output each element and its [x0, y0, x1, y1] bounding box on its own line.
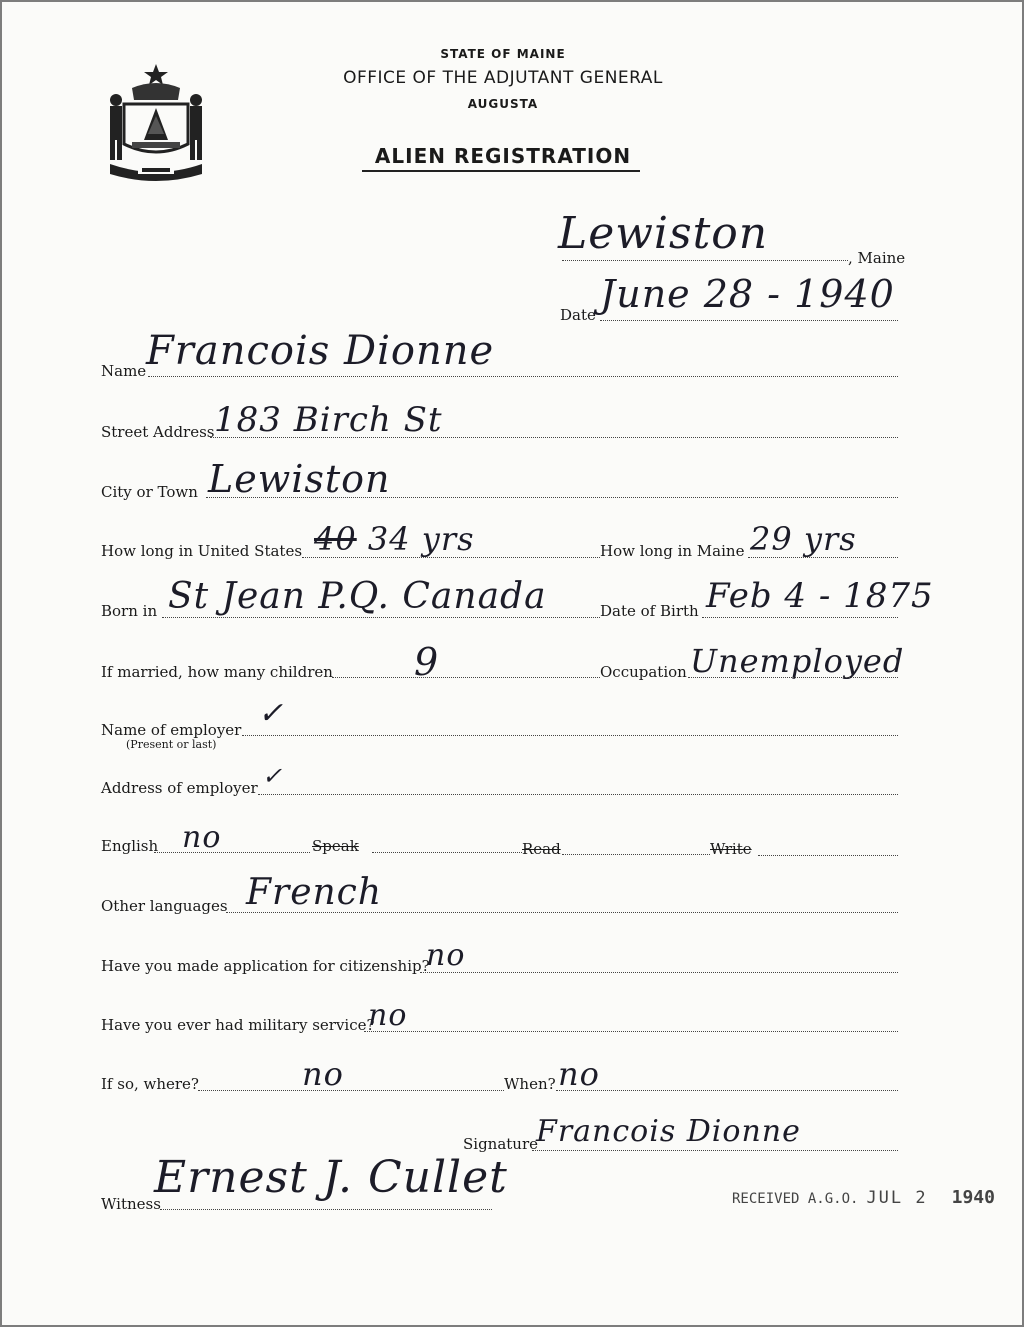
military-label: Have you ever had military service?: [101, 1016, 375, 1034]
city-value: Lewiston: [208, 457, 391, 501]
children-line: [332, 677, 600, 678]
street-address-line: [210, 437, 898, 438]
years-maine-label: How long in Maine: [600, 542, 745, 560]
speak-label: Speak: [312, 837, 359, 855]
occupation-label: Occupation: [600, 663, 687, 681]
employer-address-label: Address of employer: [101, 779, 258, 797]
dob-label: Date of Birth: [600, 602, 699, 620]
years-us-text: 34 yrs: [367, 520, 475, 558]
when-line: [556, 1090, 898, 1091]
signature-label: Signature: [463, 1135, 539, 1153]
office-heading: OFFICE OF THE ADJUTANT GENERAL: [343, 68, 663, 88]
witness-line: [160, 1209, 492, 1210]
citizenship-label: Have you made application for citizenship?: [101, 957, 430, 975]
where-value: no: [302, 1055, 344, 1093]
dob-line: [702, 617, 898, 618]
place-value: Lewiston: [558, 208, 769, 259]
where-line: [198, 1090, 504, 1091]
date-value: June 28 - 1940: [600, 272, 895, 316]
military-line: [364, 1031, 898, 1032]
years-us-struck: 40: [314, 520, 357, 558]
born-value: St Jean P.Q. Canada: [168, 576, 547, 617]
city-label: City or Town: [101, 483, 198, 501]
employer-sublabel: (Present or last): [126, 738, 217, 751]
years-us-label: How long in United States: [101, 542, 303, 560]
other-languages-label: Other languages: [101, 897, 228, 915]
employer-value: ✓: [258, 696, 285, 731]
street-address-value: 183 Birch St: [214, 400, 443, 440]
citizenship-line: [420, 972, 898, 973]
english-label: English: [101, 837, 159, 855]
witness-value: Ernest J. Cullet: [154, 1152, 508, 1203]
when-label: When?: [504, 1075, 556, 1093]
title-underline: [362, 170, 640, 172]
children-label: If married, how many children: [101, 663, 333, 681]
years-maine-value: 29 yrs: [750, 520, 857, 558]
dob-value: Feb 4 - 1875: [706, 576, 934, 616]
employer-address-line: [258, 794, 898, 795]
english-value: no: [182, 820, 222, 855]
received-stamp-year: 1940: [951, 1187, 995, 1208]
received-stamp: [732, 1187, 995, 1208]
street-address-label: Street Address: [101, 423, 215, 441]
years-us-line: [302, 557, 600, 558]
when-value: no: [558, 1055, 600, 1093]
name-label: Name: [101, 362, 147, 380]
employer-address-value: ✓: [262, 762, 284, 790]
witness-label: Witness: [101, 1195, 161, 1213]
employer-label: Name of employer: [101, 721, 242, 739]
write-label: Write: [710, 840, 752, 858]
received-stamp-month: JUL 2: [866, 1188, 928, 1208]
name-value: Francois Dionne: [146, 328, 495, 374]
read-line: [562, 854, 710, 855]
occupation-line: [688, 677, 898, 678]
date-label: Date: [560, 306, 596, 324]
english-line: [154, 852, 310, 853]
years-maine-line: [748, 557, 898, 558]
occupation-value: Unemployed: [690, 642, 905, 680]
form-title: ALIEN REGISTRATION: [374, 144, 632, 168]
city-line: [206, 497, 898, 498]
date-line: [600, 320, 898, 321]
name-line: [148, 376, 898, 377]
speak-line: [372, 852, 522, 853]
employer-line: [242, 735, 898, 736]
read-label: Read: [522, 840, 561, 858]
signature-value: Francois Dionne: [536, 1114, 801, 1149]
military-value: no: [368, 998, 408, 1033]
place-suffix-label: , Maine: [848, 249, 906, 267]
born-line: [162, 617, 600, 618]
children-value: 9: [414, 640, 440, 684]
where-label: If so, where?: [101, 1075, 199, 1093]
signature-line: [532, 1150, 898, 1151]
city-heading: AUGUSTA: [467, 97, 539, 111]
other-languages-line: [226, 912, 898, 913]
years-us-value: [314, 520, 475, 558]
place-line: [562, 260, 848, 261]
received-stamp-text: RECEIVED A.G.O.: [732, 1191, 859, 1207]
write-line: [758, 855, 898, 856]
other-languages-value: French: [246, 872, 383, 913]
state-heading: STATE OF MAINE: [440, 47, 566, 61]
born-label: Born in: [101, 602, 158, 620]
citizenship-value: no: [426, 938, 466, 973]
